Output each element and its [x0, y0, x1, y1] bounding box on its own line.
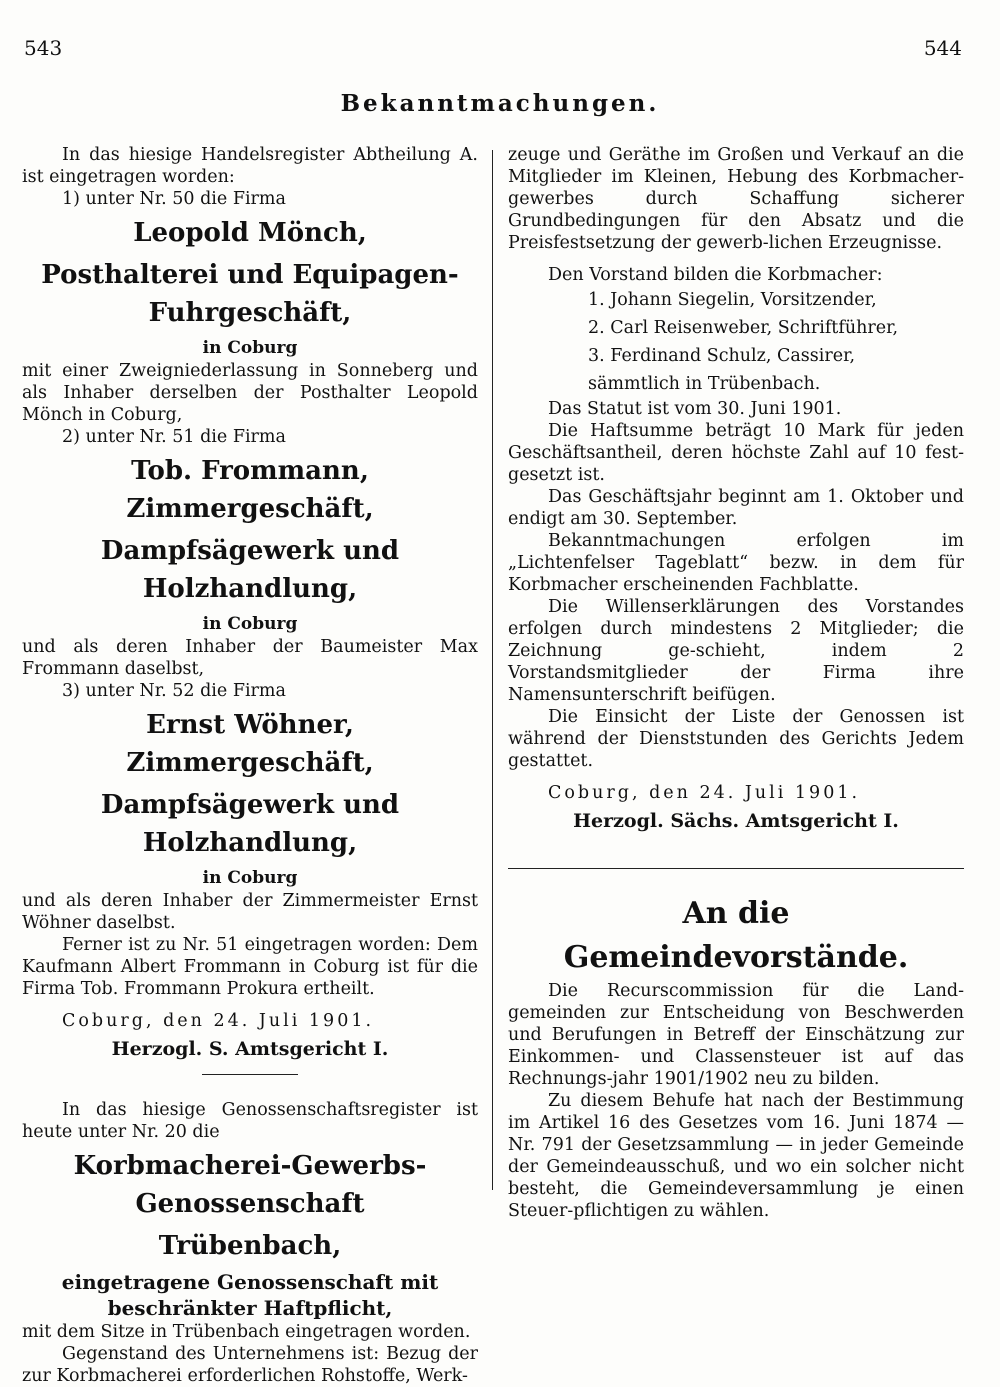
entry-3-label: 3) unter Nr. 52 die Firma: [62, 681, 286, 701]
board-member-3: 3. Ferdinand Schulz, Cassirer,: [588, 346, 856, 366]
section-rule-right: [508, 868, 964, 869]
entry-2-firm-business: Dampfsägewerk und Holzhandlung,: [100, 536, 400, 604]
prokura-text: Ferner ist zu Nr. 51 eingetragen worden: Dem Kaufmann Albert Frommann in Coburg ist für die Firma Tob. Frommann Prokura ertheilt.: [22, 935, 478, 999]
entry-3-firm-business: Dampfsägewerk und Holzhandlung,: [100, 790, 400, 858]
liability-sum: Die Haftsumme beträgt 10 Mark für jeden Geschäftsantheil, deren höchste Zahl auf 10 fest-gesetzt ist.: [508, 421, 964, 485]
entry-3-place: in Coburg: [202, 868, 298, 888]
entry-2-label: 2) unter Nr. 51 die Firma: [62, 427, 286, 447]
entry-1-text: mit einer Zweigniederlassung in Sonneberg und als Inhaber derselben der Posthalter Leopold Mönch in Coburg,: [22, 361, 478, 425]
entry-2-firm-name: Tob. Frommann, Zimmergeschäft,: [126, 456, 374, 524]
genossenschaft-seat: mit dem Sitze in Trübenbach eingetragen worden.: [22, 1322, 471, 1342]
board-members-place: sämmtlich in Trübenbach.: [588, 374, 821, 394]
entry-3-text: und als deren Inhaber der Zimmermeister Ernst Wöhner daselbst.: [22, 891, 478, 933]
date-line-right: Coburg, den 24. Juli 1901.: [548, 783, 861, 803]
left-column: [22, 144, 478, 1387]
entry-2-place: in Coburg: [202, 614, 298, 634]
genossenschaft-intro: In das hiesige Genossenschaftsregister ist heute unter Nr. 20 die: [22, 1100, 478, 1142]
election-paragraph: Zu diesem Behufe hat nach der Bestimmung im Artikel 16 des Gesetzes vom 16. Juni 1874 — Nr. 791 der Gesetzsammlung — in jeder Gemeinde der Gemeindeausschuß, und wo ein solcher nicht besteht, die Gemeindeversammlung je einen Steuer-pflichtigen zu wählen.: [508, 1091, 964, 1221]
signature-right: Herzogl. Sächs. Amtsgericht I.: [573, 810, 899, 832]
headline: Bekanntmachungen.: [340, 90, 660, 117]
statute-date: Das Statut ist vom 30. Juni 1901.: [548, 399, 842, 419]
business-year: Das Geschäftsjahr beginnt am 1. Oktober und endigt am 30. September.: [508, 487, 964, 529]
genossenschaft-object: Gegenstand des Unternehmens ist: Bezug der zur Korbmacherei erforderlichen Rohstoffe, Werk-: [22, 1344, 478, 1386]
section-divider: [202, 1074, 298, 1075]
entry-1-firm-business: Posthalterei und Equipagen-Fuhrgeschäft,: [41, 260, 459, 328]
entry-3-firm-name: Ernst Wöhner, Zimmergeschäft,: [126, 710, 374, 778]
handelsregister-intro: In das hiesige Handelsregister Abtheilung A. ist eingetragen worden:: [22, 145, 478, 187]
genossenschaft-firm-place: Trübenbach,: [158, 1231, 342, 1261]
column-divider: [492, 150, 493, 1190]
board-member-1: 1. Johann Siegelin, Vorsitzender,: [588, 290, 877, 310]
entry-1-label: 1) unter Nr. 50 die Firma: [62, 189, 286, 209]
genossenschaft-firm-type: eingetragene Genossenschaft mit beschränkter Haftpflicht,: [61, 1270, 439, 1320]
board-intro: Den Vorstand bilden die Korbmacher:: [548, 265, 883, 285]
entry-2-text: und als deren Inhaber der Baumeister Max Frommann daselbst,: [22, 637, 478, 679]
right-column: [508, 144, 964, 1222]
page-number-right: 544: [923, 36, 962, 60]
board-member-2: 2. Carl Reisenweber, Schriftführer,: [588, 318, 899, 338]
entry-1-firm-name: Leopold Mönch,: [133, 218, 367, 248]
declarations-of-intent: Die Willenserklärungen des Vorstandes erfolgen durch mindestens 2 Mitglieder; die Zeichnung ge-schieht, indem 2 Vorstandsmitglieder der Firma ihre Namensunterschrift beifügen.: [508, 597, 964, 705]
recurscommission-paragraph: Die Recurscommission für die Land-gemeinden zur Entscheidung von Beschwerden und Berufungen in Betreff der Einschätzung zur Einkommen- und Classensteuer ist auf das Rechnungs-jahr 1901/1902 neu zu bilden.: [508, 981, 964, 1089]
list-inspection: Die Einsicht der Liste der Genossen ist während der Dienststunden des Gerichts Jedem gestattet.: [508, 707, 964, 771]
announcements-paper: Bekanntmachungen erfolgen im „Lichtenfelser Tageblatt“ bezw. in dem für Korbmacher erscheinenden Fachblatte.: [508, 531, 964, 595]
page-number-left: 543: [24, 36, 63, 60]
entry-1-place: in Coburg: [202, 338, 298, 358]
genossenschaft-firm-name: Korbmacherei-Gewerbs-Genossenschaft: [73, 1151, 427, 1219]
signature-left: Herzogl. S. Amtsgericht I.: [111, 1038, 389, 1060]
date-line-left: Coburg, den 24. Juli 1901.: [62, 1011, 375, 1031]
object-continuation: zeuge und Geräthe im Großen und Verkauf an die Mitglieder im Kleinen, Hebung des Korbmacher-gewerbes durch Schaffung sicherer Grundbedingungen für den Absatz und die Preisfestsetzung der gewerb-lichen Erzeugnisse.: [508, 145, 964, 253]
section-title-gemeindevorstaende: An die Gemeindevorstände.: [563, 896, 909, 975]
